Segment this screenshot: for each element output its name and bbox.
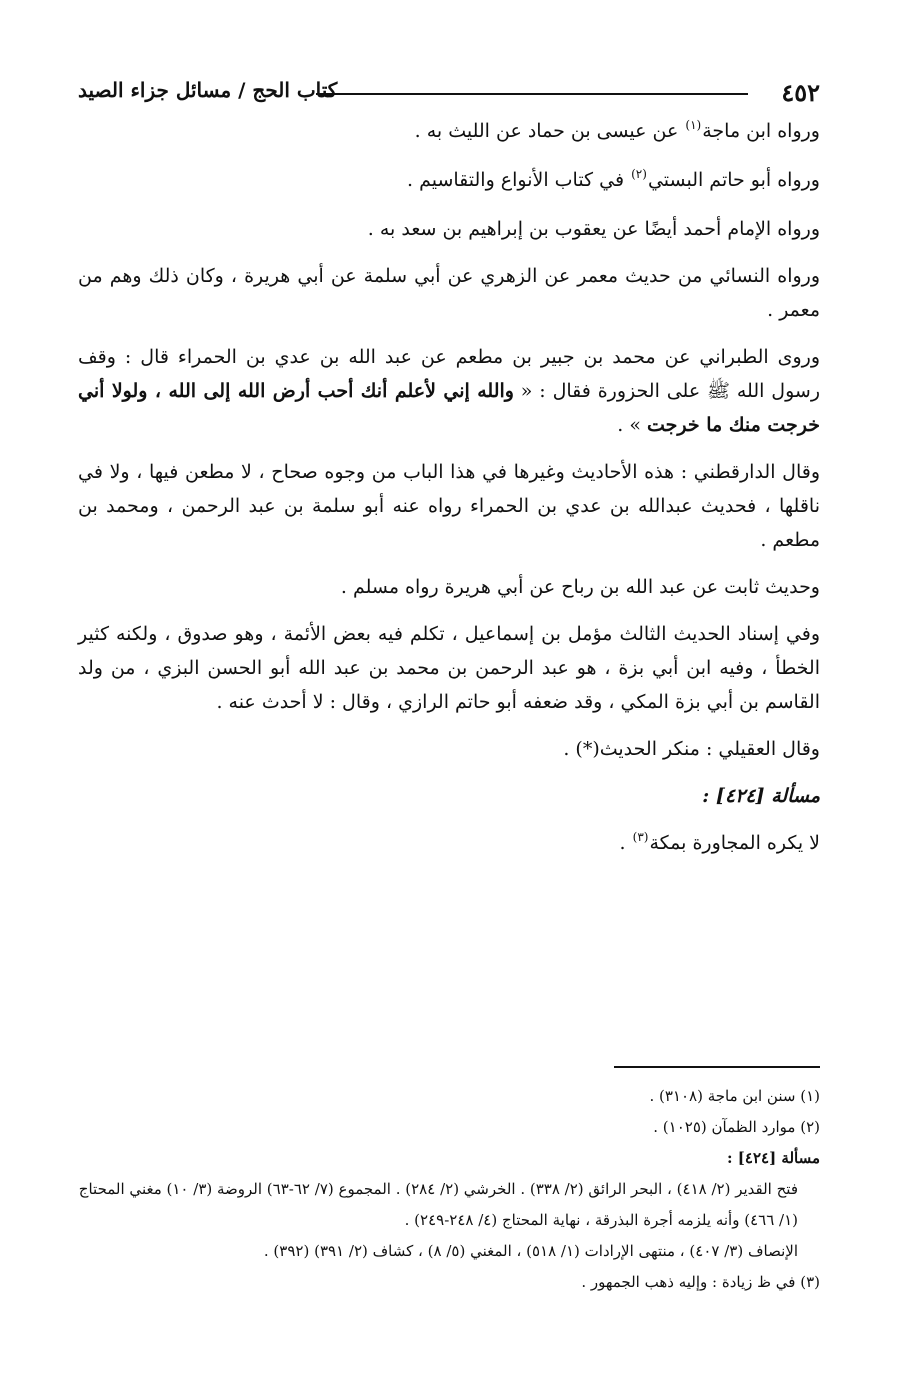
paragraph-1-text: ورواه ابن ماجة <box>702 120 820 142</box>
paragraph-5-end: » . <box>617 414 647 436</box>
paragraph-2-text: ورواه أبو حاتم البستي <box>647 169 820 191</box>
paragraph-5-line-2: وقف رسول الله ﷺ على الحزورة فقال : « <box>78 346 820 402</box>
paragraph-2-text-end: في كتاب الأنواع والتقاسيم . <box>406 169 631 191</box>
running-head <box>78 72 820 112</box>
paragraph-9: وقال العقيلي : منكر الحديث(*) . <box>563 738 820 760</box>
paragraph-1 <box>78 114 820 150</box>
footnotes <box>78 1060 820 1298</box>
footnote-sources-2: الإنصاف (٣/ ٤٠٧) ، منتهى الإرادات (١/ ٥١٨) ، المغني (٥/ ٨) ، كشاف (٢/ ٣٩١) (٣٩٢) . <box>263 1242 798 1260</box>
paragraph-5-line-1: وروى الطبراني عن محمد بن جبير بن مطعم عن عبد الله بن عدي بن الحمراء قال : <box>124 346 820 368</box>
footnote-masala-label: مسألة [٤٢٤] : <box>727 1149 820 1167</box>
page-number: ٤٥٢ <box>781 78 820 107</box>
paragraph-1-text-end: عن عيسى بن حماد عن الليث به . <box>414 120 685 142</box>
header-rule <box>316 93 748 95</box>
paragraph-10 <box>78 826 820 862</box>
footnote-3: (٣) في ظ زيادة : وإليه ذهب الجمهور . <box>581 1273 820 1291</box>
footnote-ref-2[interactable]: (٢) <box>631 167 647 181</box>
footnote-ref-3[interactable]: (٣) <box>632 830 649 844</box>
footnote-2: (٢) موارد الظمآن (١٠٢٥) . <box>653 1118 820 1136</box>
footnote-rule <box>614 1066 820 1068</box>
paragraph-5 <box>78 340 820 442</box>
running-title: كتاب الحج / مسائل جزاء الصيد <box>78 78 338 102</box>
masala-heading: مسألة [٤٢٤] : <box>702 785 820 807</box>
paragraph-2 <box>78 163 820 199</box>
book-page <box>78 72 820 1352</box>
paragraph-3: ورواه الإمام أحمد أيضًا عن يعقوب بن إبراهيم بن سعد به . <box>367 218 820 240</box>
hadith-quote: والله إني لأعلم أنك أحب أرض الله إلى الله ، ولولا أني خرجت منك ما خرجت <box>78 380 820 436</box>
paragraph-4: ورواه النسائي من حديث معمر عن الزهري عن أبي سلمة عن أبي هريرة ، وكان ذلك وهم من معمر . <box>78 265 820 321</box>
footnote-sources-1: فتح القدير (٢/ ٤١٨) ، البحر الرائق (٢/ ٣٣٨) . الخرشي (٢/ ٢٨٤) . المجموع (٧/ ٦٢-٦٣) الروضة (٣/ ١٠) مغني المحتاج (١/ ٤٦٦) وأنه يلزمه أجرة البذرقة ، نهاية المحتاج (٤/ ٢٤٨-٢٤٩) . <box>78 1180 798 1229</box>
main-text <box>78 114 820 862</box>
paragraph-7: وحديث ثابت عن عبد الله بن رباح عن أبي هريرة رواه مسلم . <box>340 576 820 598</box>
paragraph-8: وفي إسناد الحديث الثالث مؤمل بن إسماعيل ، تكلم فيه بعض الأئمة ، وهو صدوق ، ولكنه كثير الخطأ ، وفيه ابن أبي بزة ، هو عبد الرحمن بن محمد بن عبد الله أبو الحسن البزي ، من ولد القاسم بن أبي بزة المكي ، وقد ضعفه أبو حاتم الرازي ، وقال : لا أحدث عنه . <box>78 623 820 713</box>
paragraph-10-text: لا يكره المجاورة بمكة <box>649 832 820 854</box>
paragraph-6: وقال الدارقطني : هذه الأحاديث وغيرها في هذا الباب من وجوه صحاح ، لا مطعن فيها ، ولا في ناقلها ، فحديث عبدالله بن عدي بن الحمراء رواه عنه أبو سلمة بن عبد الرحمن ، ومحمد بن مطعم . <box>78 461 820 551</box>
footnote-ref-1[interactable]: (١) <box>685 118 702 132</box>
footnote-1: (١) سنن ابن ماجة (٣١٠٨) . <box>649 1087 820 1105</box>
paragraph-10-text-end: . <box>619 832 632 854</box>
